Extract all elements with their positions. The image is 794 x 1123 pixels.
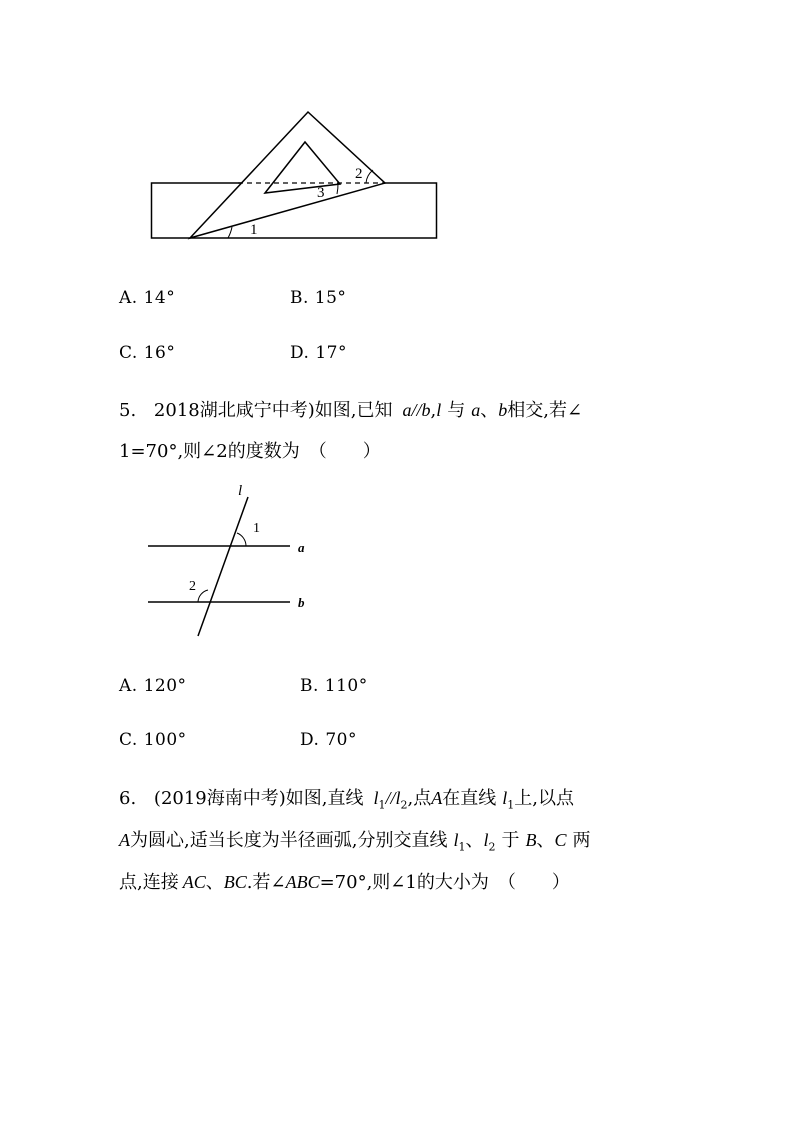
q6-text-h: 点,连接 [119, 872, 179, 893]
q5-option-d: D. 70° [300, 730, 357, 750]
label-l: l [238, 483, 243, 499]
label-a: a [298, 540, 305, 555]
q4-option-c: C. 16° [119, 343, 176, 363]
q6-pt-c: C [554, 830, 567, 850]
q5-var-b: b [421, 400, 431, 420]
q6-line-2 [119, 826, 591, 854]
q5-number: 5. [119, 400, 137, 421]
label-b: b [298, 595, 305, 610]
q6-sep: 、 [465, 830, 484, 851]
q6-sep2: 、 [536, 830, 555, 851]
q6-text-i: .若∠ [246, 872, 286, 893]
angle-2-arc [198, 590, 208, 602]
q5-parallel: // [411, 400, 422, 420]
q6-text-c: 在直线 [442, 788, 497, 809]
q4-option-d: D. 17° [290, 343, 347, 363]
q6-text-a: (2019海南中考)如图,直线 [153, 788, 364, 809]
q5-text-a: 2018湖北咸宁中考)如图,已知 [153, 400, 393, 421]
q6-l1c: l [453, 830, 459, 850]
q6-text-e: 为圆心,适当长度为半径画弧,分别交直线 [130, 830, 448, 851]
q6-parallel: // [385, 788, 396, 808]
q6-sub1b: 1 [507, 798, 515, 812]
angle-1-label: 1 [250, 222, 258, 238]
q5-var-l: l [436, 400, 442, 420]
label-1: 1 [253, 521, 260, 536]
q6-text-d: 上,以点 [514, 788, 575, 809]
q5-text-b: 与 [447, 400, 466, 421]
q6-l1b: l [502, 788, 508, 808]
q6-number: 6. [119, 788, 137, 809]
q6-sub2c: 2 [488, 840, 496, 854]
q6-seg-bc: BC [223, 872, 247, 892]
angle-2-label: 2 [355, 166, 363, 182]
q6-l1: l [373, 788, 379, 808]
q5-var-a: a [402, 400, 412, 420]
q5-option-c: C. 100° [119, 730, 187, 750]
angle-3-label: 3 [317, 185, 325, 201]
q6-ang-abc: ABC [285, 872, 320, 892]
q6-l2: l [395, 788, 401, 808]
q5-option-a: A. 120° [119, 676, 187, 696]
q6-text-f: 于 [501, 830, 520, 851]
q6-l2c: l [483, 830, 489, 850]
q6-line-3 [119, 868, 570, 894]
q5-comma: , [430, 400, 437, 421]
q6-sep3: 、 [205, 872, 224, 893]
q6-sub2: 2 [400, 798, 408, 812]
q6-pt-b: B [525, 830, 537, 850]
q5-sep: 、 [480, 400, 499, 421]
angle-1-arc [237, 533, 246, 546]
q4-option-b: B. 15° [290, 288, 347, 308]
q6-seg-ac: AC [182, 872, 206, 892]
q6-pt-a: A [431, 788, 443, 808]
q6-text-b: ,点 [407, 788, 432, 809]
q6-text-g: 两 [572, 830, 591, 851]
q6-sub1c: 1 [458, 840, 466, 854]
q5-option-b: B. 110° [300, 676, 368, 696]
q4-option-a: A. 14° [119, 288, 176, 308]
q6-text-j: =70°,则∠1的大小为 （ ） [319, 872, 570, 893]
q6-sub1: 1 [378, 798, 386, 812]
q6-pt-a2: A [119, 830, 130, 850]
q5-text-c: 相交,若∠ [507, 400, 583, 421]
q5-line-2: 1=70°,则∠2的度数为 （ ） [119, 441, 381, 462]
label-2: 2 [189, 579, 196, 594]
q5-var-a2: a [471, 400, 481, 420]
q5-var-b2: b [498, 400, 508, 420]
transversal-l [198, 497, 248, 636]
q6-line-1 [119, 784, 574, 812]
